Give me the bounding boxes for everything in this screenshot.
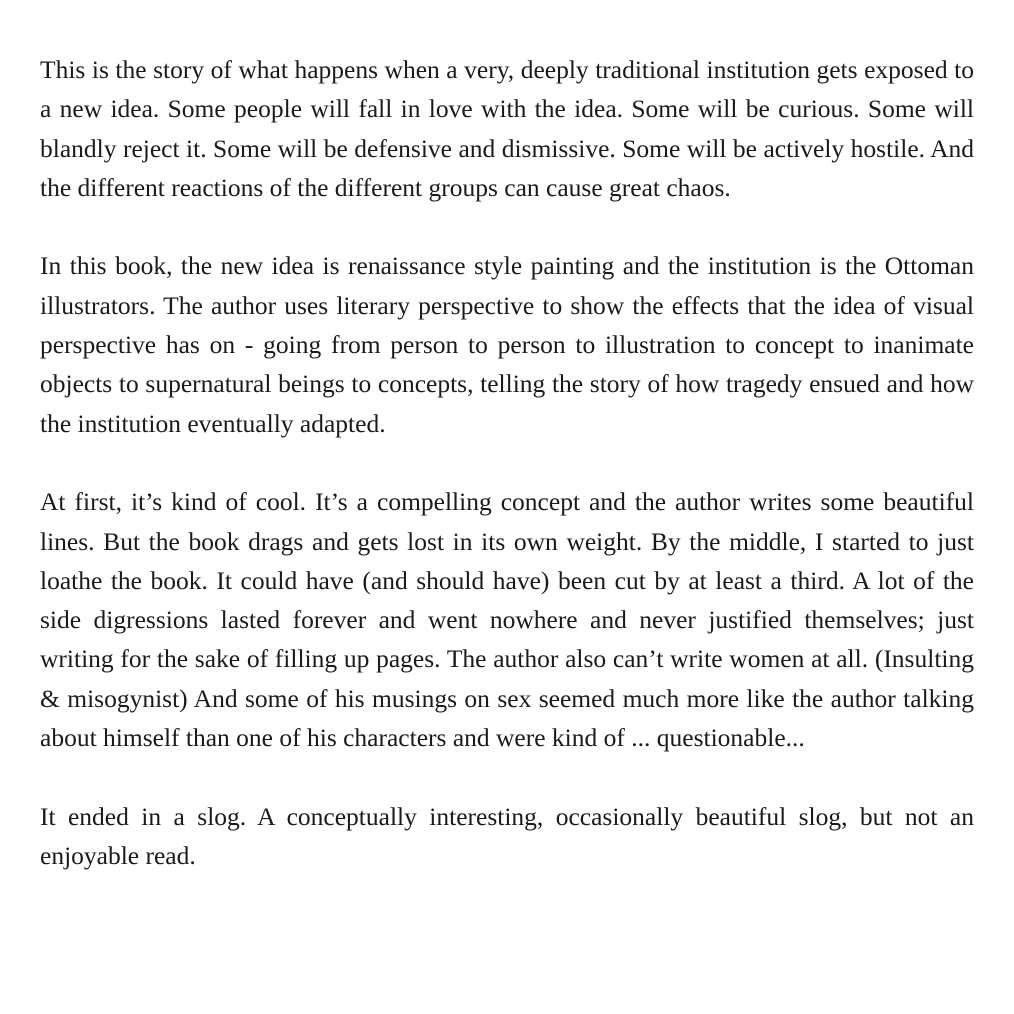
review-text-body [40,50,974,915]
paragraph-critique: At first, it’s kind of cool. It’s a compelling concept and the author writes some beautiful lines. But the book drags and gets lost in its own weight. By the middle, I started to just loathe the book. It could have (and should have) been cut by at least a third. A lot of the side digressions lasted forever and went nowhere and never justified themselves; just writing for the sake of filling up pages. The author also can’t write women at all. (Insulting & misogynist) And some of his musings on sex seemed much more like the author talking about himself than one of his characters and were kind of ... questionable... [40,487,974,753]
paragraph-conclusion: It ended in a slog. A conceptually interesting, occasionally beautiful slog, but not an enjoyable read. [40,801,974,870]
paragraph-intro: This is the story of what happens when a very, deeply traditional institution gets exposed to a new idea. Some people will fall in love with the idea. Some will be curious. Some will blandly reject it. Some will be defensive and dismissive. Some will be actively hostile. And the different reactions of the different groups can cause great chaos. [40,55,974,202]
paragraph-book-premise: In this book, the new idea is renaissance style painting and the institution is the Ottoman illustrators. The author uses literary perspective to show the effects that the idea of visual perspective has on - going from person to person to illustration to concept to inanimate objects to supernatural beings to concepts, telling the story of how tragedy ensued and how the institution eventually adapted. [40,251,974,438]
